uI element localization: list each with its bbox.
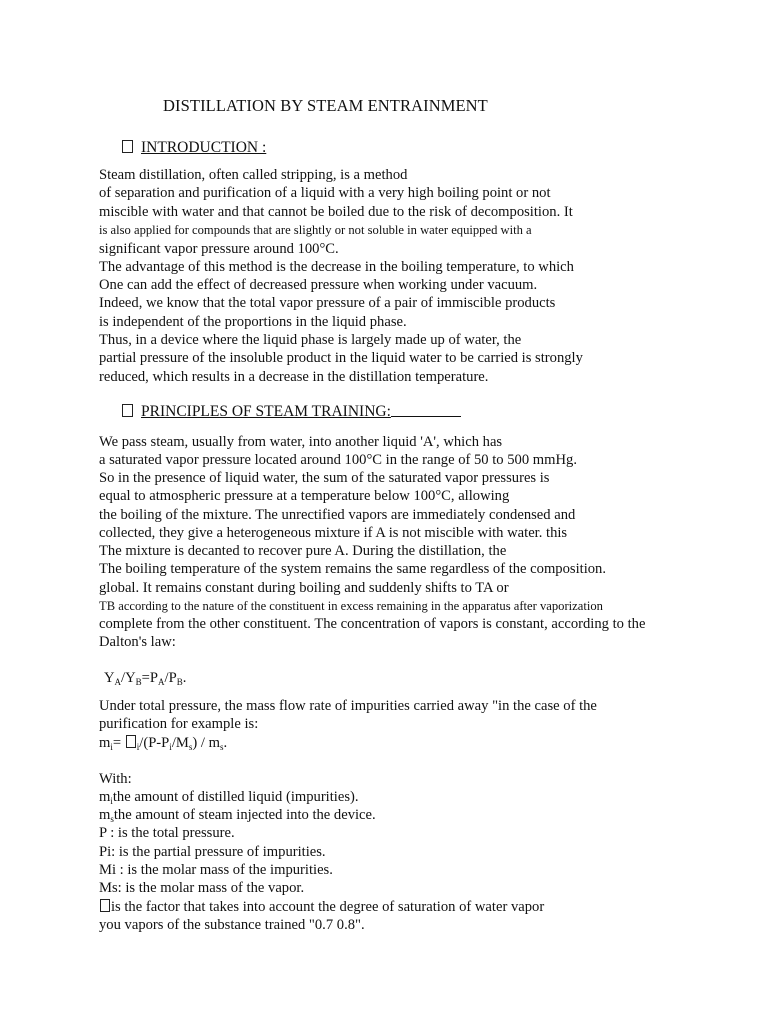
formula-text: m [99, 735, 111, 751]
definition-text: the amount of distilled liquid (impurities). [112, 789, 359, 805]
formula-subscript: i [110, 796, 113, 806]
formula-text: /M [171, 735, 189, 751]
intro-line: One can add the effect of decreased pressure when working under vacuum. [99, 277, 538, 293]
intro-line: The advantage of this method is the decrease in the boiling temperature, to which [99, 259, 574, 275]
principles-heading [122, 403, 461, 421]
principles-heading-label: PRINCIPLES OF STEAM TRAINING: [141, 403, 391, 420]
definition-text: the amount of steam injected into the device. [113, 807, 376, 823]
definition-text: is the factor that takes into account the degree of saturation of water vapor [111, 899, 545, 915]
intro-line: is independent of the proportions in the liquid phase. [99, 314, 407, 330]
symbol-text: m [99, 807, 111, 823]
formula-subscript: A [114, 677, 122, 687]
intro-line: partial pressure of the insoluble product in the liquid water to be carried is strongly [99, 350, 583, 366]
document-title: DISTILLATION BY STEAM ENTRAINMENT [163, 96, 488, 115]
checkbox-bullet-icon [122, 140, 133, 153]
definition-mi-molar: Mi : is the molar mass of the impurities. [99, 862, 333, 878]
formula-text: . [223, 735, 228, 751]
with-label: With: [99, 771, 132, 787]
formula-text: /Y [121, 670, 136, 686]
formula-text: /(P-P [139, 735, 170, 751]
definition-p: P : is the total pressure. [99, 825, 235, 841]
formula-text: /P [164, 670, 177, 686]
formula-subscript: B [176, 677, 183, 687]
formula-subscript: A [158, 677, 165, 687]
principles-line: The boiling temperature of the system remains the same regardless of the composition. [99, 561, 606, 577]
formula-text: =P [141, 670, 159, 686]
principles-line: The mixture is decanted to recover pure A. During the distillation, the [99, 543, 507, 559]
formula-text: = [112, 735, 125, 751]
definition-pi: Pi: is the partial pressure of impurities. [99, 844, 326, 860]
principles-line: So in the presence of liquid water, the sum of the saturated vapor pressures is [99, 470, 550, 486]
formula-subscript: i [136, 742, 140, 752]
formula-subscript: s [219, 742, 224, 752]
intro-line: Steam distillation, often called stripping, is a method [99, 167, 408, 183]
intro-line: Thus, in a device where the liquid phase is largely made up of water, the [99, 332, 522, 348]
principles-line: collected, they give a heterogeneous mixture if A is not miscible with water. this [99, 525, 568, 541]
intro-line: of separation and purification of a liquid with a very high boiling point or not [99, 185, 551, 201]
mass-flow-line: purification for example is: [99, 716, 259, 732]
principles-line: the boiling of the mixture. The unrectified vapors are immediately condensed and [99, 507, 576, 523]
intro-line: significant vapor pressure around 100°C. [99, 241, 339, 257]
definition-factor-continued: you vapors of the substance trained "0.7 0.8". [99, 917, 365, 933]
introduction-heading [122, 139, 266, 157]
intro-line: reduced, which results in a decrease in the distillation temperature. [99, 369, 489, 385]
formula-subscript: s [188, 742, 193, 752]
heading-underline [391, 404, 461, 417]
intro-line: Indeed, we know that the total vapor pressure of a pair of immiscible products [99, 295, 556, 311]
introduction-heading-label: INTRODUCTION : [141, 139, 267, 156]
formula-text: . [182, 670, 187, 686]
formula-text: Y [104, 670, 115, 686]
principles-line: complete from the other constituent. The concentration of vapors is constant, according to the [99, 616, 646, 632]
principles-line: global. It remains constant during boiling and suddenly shifts to TA or [99, 580, 509, 596]
principles-line: We pass steam, usually from water, into another liquid 'A', which has [99, 434, 503, 450]
principles-line: Dalton's law: [99, 634, 176, 650]
formula-subscript: s [110, 814, 114, 824]
definition-factor [99, 898, 544, 916]
definition-ms-molar: Ms: is the molar mass of the vapor. [99, 880, 305, 896]
phi-symbol-icon [126, 735, 136, 748]
intro-line: miscible with water and that cannot be boiled due to the risk of decomposition. It [99, 204, 573, 220]
principles-line: equal to atmospheric pressure at a temperature below 100°C, allowing [99, 488, 510, 504]
formula-subscript: i [110, 742, 113, 752]
mass-flow-line: Under total pressure, the mass flow rate of impurities carried away "in the case of the [99, 698, 597, 714]
formula-subscript: B [135, 677, 142, 687]
phi-symbol-icon [100, 899, 110, 912]
symbol-text: m [99, 789, 111, 805]
principles-line: a saturated vapor pressure located around 100°C in the range of 50 to 500 mmHg. [99, 452, 577, 468]
formula-subscript: i [169, 742, 172, 752]
formula-text: ) / m [192, 735, 220, 751]
checkbox-bullet-icon [122, 404, 133, 417]
mass-flow-formula [99, 734, 227, 756]
dalton-law-formula [104, 669, 186, 691]
principles-line: TB according to the nature of the constituent in excess remaining in the apparatus after vaporization [99, 599, 603, 613]
intro-line: is also applied for compounds that are slightly or not soluble in water equipped with a [99, 223, 532, 237]
